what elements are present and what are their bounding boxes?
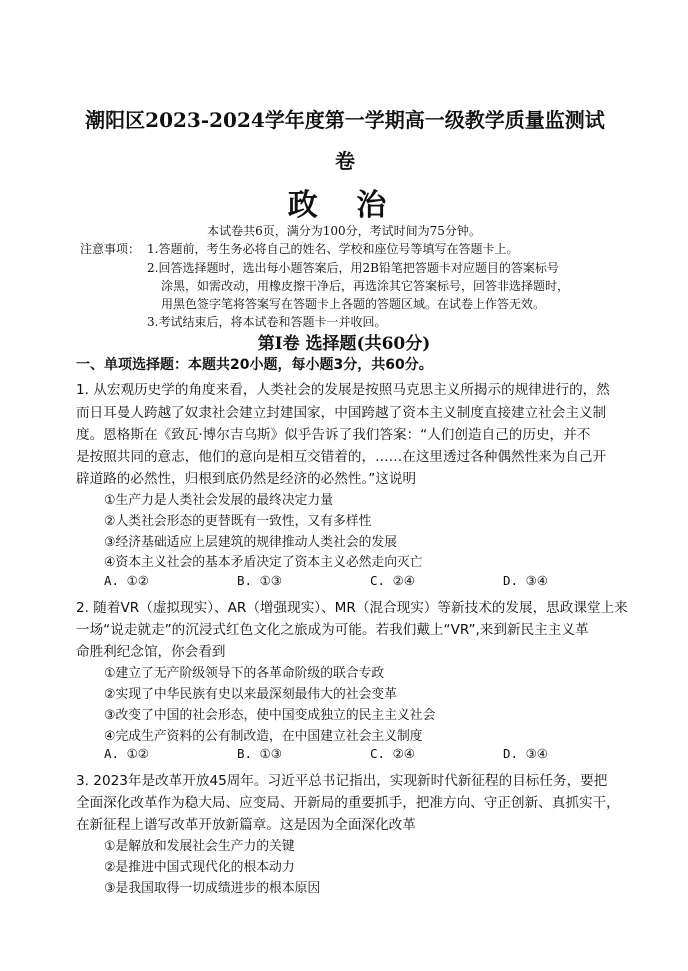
note-item: 1.答题前，考生务必将自己的姓名、学校和座位号等填写在答题卡上。 [147, 242, 519, 256]
note-item: 2.回答选择题时，选出每小题答案后，用2B铅笔把答题卡对应题目的答案标号 [147, 261, 559, 275]
note-item: 3.考试结束后，将本试卷和答题卡一并收回。 [147, 315, 387, 329]
question-1-stem: 度。恩格斯在《致瓦·博尔吉乌斯》似乎告诉了我们答案：“人们创造自己的历史，并不 [76, 427, 591, 443]
question-3-option: ③是我国取得一切成绩进步的根本原因 [104, 881, 321, 896]
exam-info: 本试卷共6页，满分为100分，考试时间为75分钟。 [207, 224, 481, 238]
question-2-stem: 2. 随着VR（虚拟现实）、AR（增强现实）、MR（混合现实）等新技术的发展，思政课堂上来 [76, 600, 628, 616]
question-2-stem: 一场“说走就走”的沉浸式红色文化之旅成为可能。若我们戴上“VR”,来到新民主主义革 [76, 622, 589, 638]
note-item: 涂黑，如需改动，用橡皮擦干净后，再选涂其它答案标号，回答非选择题时， [161, 279, 570, 293]
question-1-answer-b: B. ①③ [237, 573, 282, 588]
section-heading: 一、单项选择题：本题共20小题，每小题3分，共60分。 [76, 357, 433, 373]
question-3-stem: 在新征程上谱写改革开放新篇章。这是因为全面深化改革 [76, 817, 416, 833]
question-1-answer-d: D. ③④ [503, 573, 548, 588]
question-1-stem: 而日耳曼人跨越了奴隶社会建立封建国家，中国跨越了资本主义制度直接建立社会主义制 [76, 405, 607, 421]
question-2-answer-a: A. ①② [104, 746, 149, 761]
exam-title-continued: 卷 [335, 149, 355, 173]
question-2-option: ②实现了中华民族有史以来最深刻最伟大的社会变革 [104, 687, 398, 702]
question-1-answer-c: C. ②④ [370, 573, 415, 588]
notes-label: 注意事项： [80, 242, 141, 256]
subject-title: 政 治 [287, 188, 401, 223]
question-1-option: ④资本主义社会的基本矛盾决定了资本主义必然走向灭亡 [104, 555, 423, 570]
section-title: 第Ⅰ卷 选择题(共60分) [257, 334, 431, 354]
question-1-option: ②人类社会形态的更替既有一致性，又有多样性 [104, 514, 372, 529]
question-3-stem: 全面深化改革作为稳大局、应变局、开新局的重要抓手，把准方向、守正创新、真抓实干， [76, 795, 620, 811]
question-2-answer-c: C. ②④ [370, 746, 415, 761]
question-3-option: ②是推进中国式现代化的根本动力 [104, 860, 295, 875]
question-2-answer-d: D. ③④ [503, 746, 548, 761]
question-1-option: ③经济基础适应上层建筑的规律推动人类社会的发展 [104, 535, 398, 550]
question-3-option: ①是解放和发展社会生产力的关键 [104, 839, 295, 854]
question-1-stem: 是按照共同的意志，他们的意向是相互交错着的，……在这里透过各种偶然性来为自己开 [76, 449, 607, 465]
question-2-answer-b: B. ①③ [237, 746, 282, 761]
question-2-option: ③改变了中国的社会形态，使中国变成独立的民主主义社会 [104, 708, 436, 723]
question-1-answer-a: A. ①② [104, 573, 149, 588]
exam-title: 潮阳区2023-2024学年度第一学期高一级教学质量监测试 [85, 108, 605, 132]
question-1-stem: 辟道路的必然性，归根到底仍然是经济的必然性。”这说明 [76, 471, 417, 487]
question-3-stem: 3. 2023年是改革开放45周年。习近平总书记指出，实现新时代新征程的目标任务，要把 [76, 773, 608, 789]
question-1-stem: 1. 从宏观历史学的角度来看，人类社会的发展是按照马克思主义所揭示的规律进行的，然 [76, 382, 610, 398]
question-2-option: ①建立了无产阶级领导下的各革命阶级的联合专政 [104, 666, 385, 681]
question-1-option: ①生产力是人类社会发展的最终决定力量 [104, 493, 334, 508]
question-2-stem: 命胜利纪念馆，你会看到 [76, 644, 226, 660]
note-item: 用黑色签字笔将答案写在答题卡上各题的答题区域。在试卷上作答无效。 [161, 297, 546, 311]
question-2-option: ④完成生产资料的公有制改造，在中国建立社会主义制度 [104, 729, 423, 744]
